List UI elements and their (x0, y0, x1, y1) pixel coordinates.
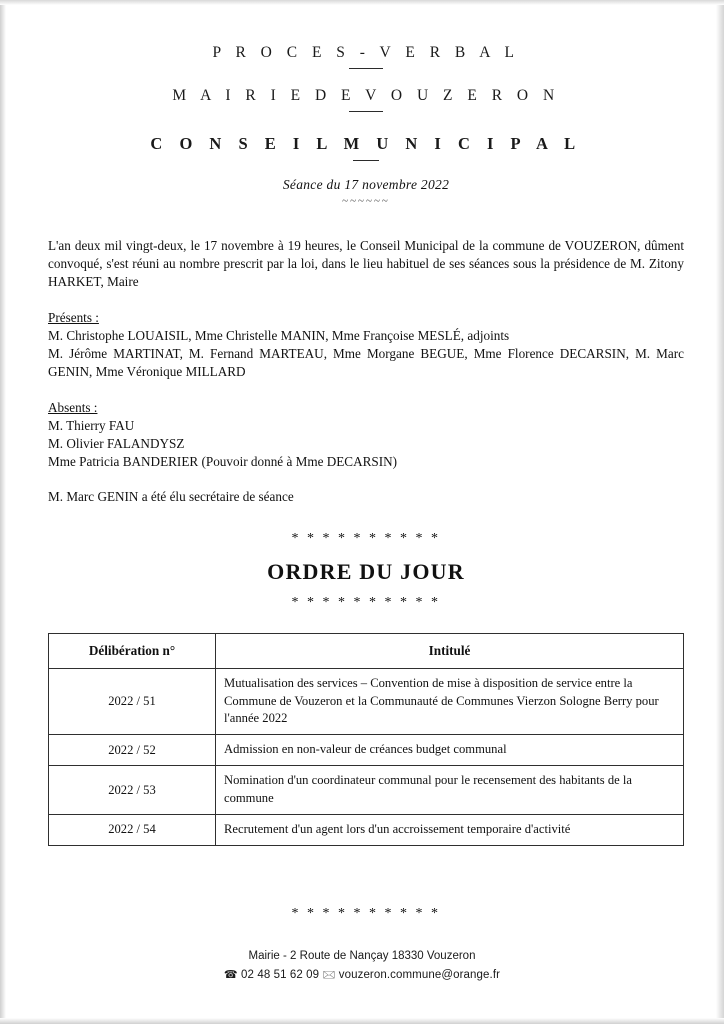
phone-icon: ☎ (223, 967, 238, 981)
document-title-proces-verbal: P R O C E S - V E R B A L (212, 44, 520, 61)
present-line-2: M. Jérôme MARTINAT, M. Fernand MARTEAU, Mme Morgane BEGUE, Mme Florence DECARSIN, M. Marc GENIN, Mme Véronique MILLARD (48, 346, 684, 380)
table-row (49, 735, 684, 766)
session-date: Séance du 17 novembre 2022 (282, 177, 450, 192)
cell-deliberation-title: Recrutement d'un agent lors d'un accroissement temporaire d'activité (216, 814, 684, 845)
title-divider-3 (353, 160, 379, 161)
footer-email: vouzeron.commune@orange.fr (338, 968, 501, 981)
cell-deliberation-number: 2022 / 51 (49, 668, 216, 735)
footer-phone: 02 48 51 62 09 (241, 968, 320, 981)
footer-contact (0, 966, 724, 984)
table-header-row (49, 633, 684, 668)
decorative-squiggle: ~~~~~~ (342, 195, 390, 207)
title-divider-1 (349, 68, 383, 69)
cell-deliberation-number: 2022 / 54 (49, 814, 216, 845)
agenda-table (48, 633, 684, 846)
document-title-conseil-municipal: C O N S E I L M U N I C I P A L (150, 134, 582, 153)
scan-edge-left (0, 0, 6, 1024)
table-row (49, 766, 684, 815)
scan-edge-bottom (0, 1018, 724, 1024)
present-line-1: M. Christophe LOUAISIL, Mme Christelle MANIN, Mme Françoise MESLÉ, adjoints (48, 327, 510, 343)
table-row (49, 814, 684, 845)
absent-label: Absents : (48, 399, 98, 415)
body-text (48, 237, 684, 507)
table-row (49, 668, 684, 735)
column-header-deliberation: Délibération n° (49, 633, 216, 668)
present-label: Présents : (48, 309, 99, 325)
cell-deliberation-title: Nomination d'un coordinateur communal pour le recensement des habitants de la commune (216, 766, 684, 815)
absent-line-2: M. Olivier FALANDYSZ (48, 435, 185, 451)
absent-line-3: Mme Patricia BANDERIER (Pouvoir donné à Mme DECARSIN) (48, 454, 398, 470)
column-header-intitule: Intitulé (216, 633, 684, 668)
intro-paragraph: L'an deux mil vingt-deux, le 17 novembre à 19 heures, le Conseil Municipal de la commune de VOUZERON, dûment convoqué, s'est réuni au nombre prescrit par la loi, dans le lieu habituel de ses séances sous la présidence de M. Zitony HARKET, Maire (48, 238, 684, 290)
document-content (48, 38, 684, 922)
cell-deliberation-number: 2022 / 52 (49, 735, 216, 766)
stars-separator-top: * * * * * * * * * * (291, 530, 441, 546)
absent-line-1: M. Thierry FAU (48, 417, 135, 433)
cell-deliberation-title: Admission en non-valeur de créances budget communal (216, 735, 684, 766)
title-divider-2 (349, 111, 383, 112)
stars-separator-bottom: * * * * * * * * * * (291, 905, 441, 921)
scan-edge-right (716, 0, 724, 1024)
cell-deliberation-number: 2022 / 53 (49, 766, 216, 815)
page-footer (0, 947, 724, 984)
mail-icon: 🖂 (322, 967, 336, 981)
secretary-line: M. Marc GENIN a été élu secrétaire de séance (48, 489, 294, 505)
stars-separator-under-title: * * * * * * * * * * (291, 594, 441, 610)
agenda-heading: ORDRE DU JOUR (267, 558, 465, 584)
document-title-mairie: M A I R I E D E V O U Z E R O N (172, 87, 560, 104)
scan-edge-top (0, 0, 724, 5)
footer-address: Mairie - 2 Route de Nançay 18330 Vouzeron (248, 950, 476, 963)
cell-deliberation-title: Mutualisation des services – Convention de mise à disposition de service entre la Commune de Vouzeron et la Communauté de Communes Vierzon Sologne Berry pour l'année 2022 (216, 668, 684, 735)
